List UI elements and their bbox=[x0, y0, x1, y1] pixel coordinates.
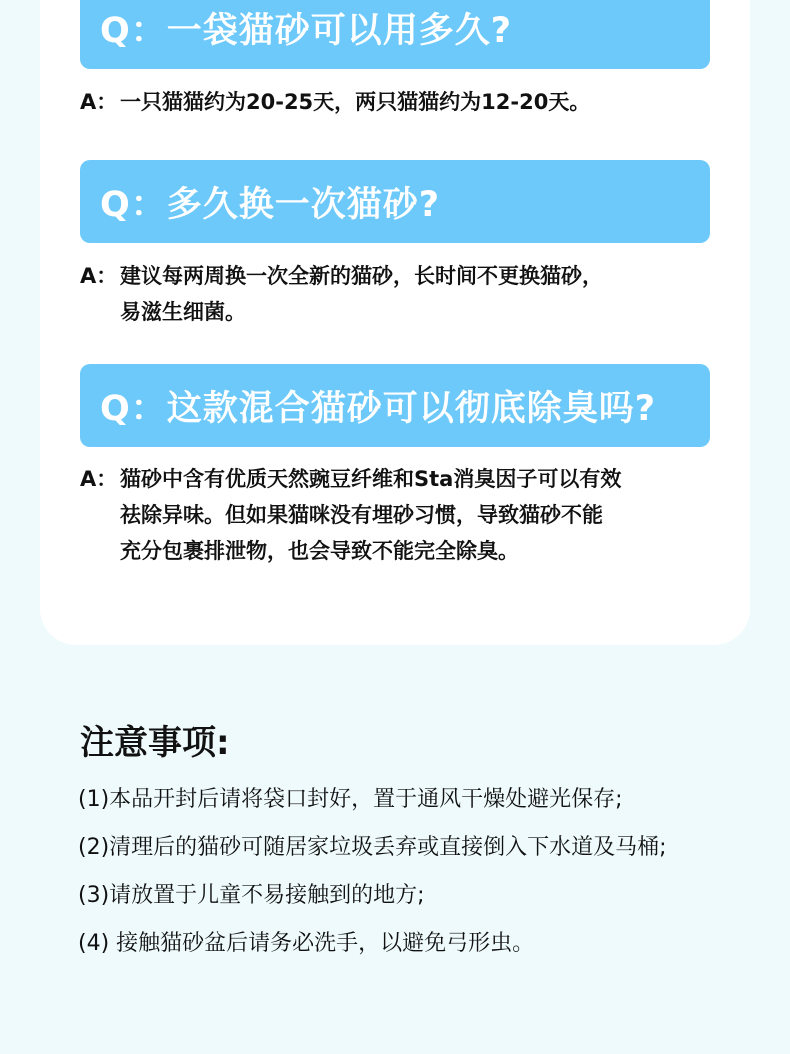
faq-question-1 bbox=[80, 0, 710, 69]
faq-answer-3-line: 祛除异味。但如果猫咪没有埋砂习惯，导致猫砂不能 bbox=[120, 503, 603, 527]
faq-answer-2-line: 建议每两周换一次全新的猫砂，长时间不更换猫砂， bbox=[120, 264, 603, 288]
faq-answer-3-line: 猫砂中含有优质天然豌豆纤维和Sta消臭因子可以有效 bbox=[120, 467, 622, 491]
faq-answer-2-line: 易滋生细菌。 bbox=[120, 300, 246, 324]
notes-item: (4) 接触猫砂盆后请务必洗手，以避免弓形虫。 bbox=[78, 931, 535, 956]
faq-answer-3-label: A： bbox=[80, 467, 118, 491]
notes-title: 注意事项: bbox=[80, 723, 230, 763]
faq-answer-2 bbox=[80, 258, 720, 330]
faq-question-2-text: Q：多久换一次猫砂? bbox=[100, 184, 441, 225]
faq-question-3-text: Q：这款混合猫砂可以彻底除臭吗? bbox=[100, 388, 657, 429]
notes-list bbox=[78, 776, 768, 968]
notes-item: (2)清理后的猫砂可随居家垃圾丢弃或直接倒入下水道及马桶; bbox=[78, 835, 667, 860]
faq-question-1-text: Q：一袋猫砂可以用多久? bbox=[100, 10, 513, 51]
faq-answer-3-line: 充分包裹排泄物，也会导致不能完全除臭。 bbox=[120, 539, 519, 563]
faq-question-3 bbox=[80, 364, 710, 447]
faq-answer-2-label: A： bbox=[80, 264, 118, 288]
faq-answer-1-line: 一只猫猫约为20-25天，两只猫猫约为12-20天。 bbox=[120, 90, 591, 114]
faq-answer-3 bbox=[80, 461, 720, 569]
faq-question-2 bbox=[80, 160, 710, 243]
faq-answer-1 bbox=[80, 84, 720, 120]
notes-item: (3)请放置于儿童不易接触到的地方; bbox=[78, 883, 425, 908]
notes-item: (1)本品开封后请将袋口封好，置于通风干燥处避光保存; bbox=[78, 787, 623, 812]
faq-answer-1-label: A： bbox=[80, 90, 118, 114]
